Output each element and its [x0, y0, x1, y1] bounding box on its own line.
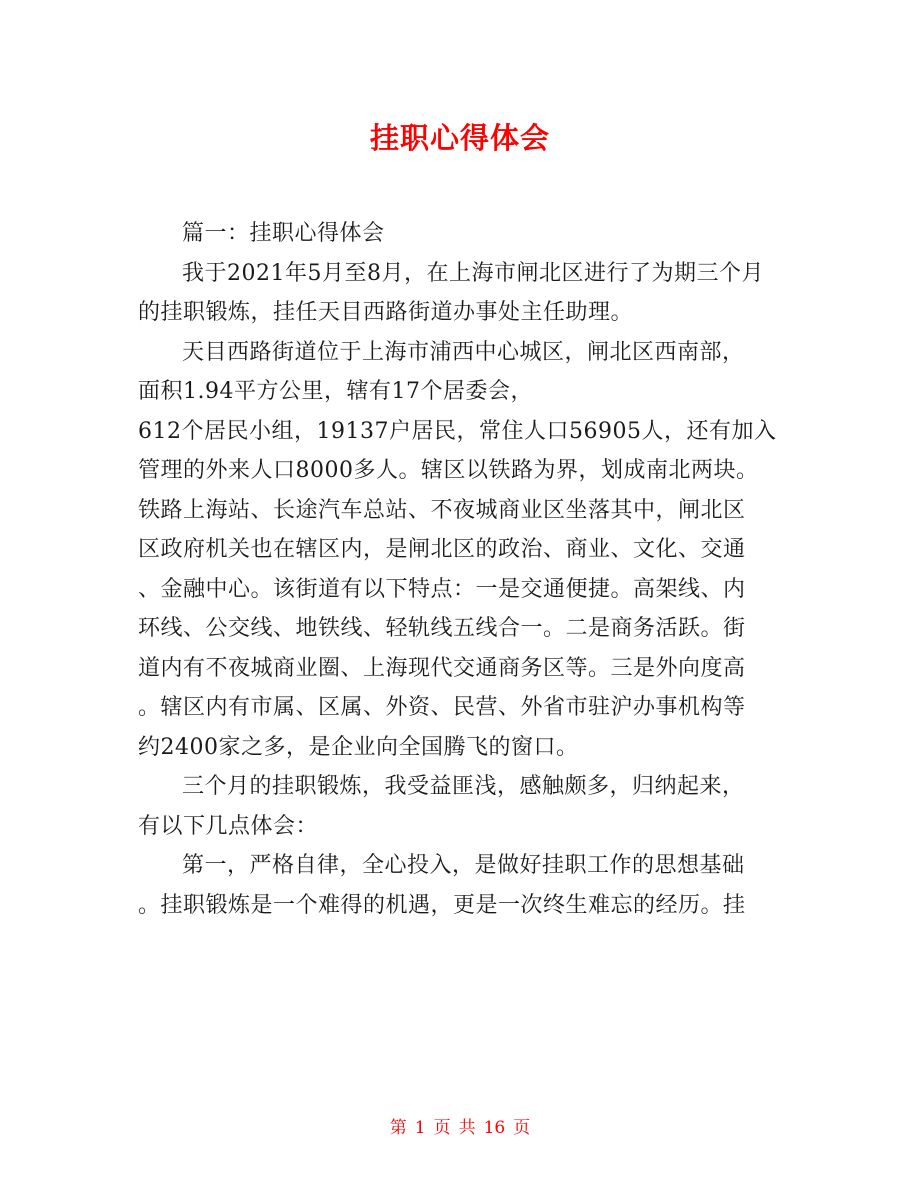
document-title: 挂职心得体会 — [369, 121, 550, 155]
body-line: 。辖区内有市属、区属、外资、民营、外省市驻沪办事机构等 — [138, 695, 746, 720]
footer-prefix: 第 — [389, 1118, 407, 1138]
body-line: 区政府机关也在辖区内，是闸北区的政治、商业、文化、交通 — [138, 537, 746, 562]
body-line: 有以下几点体会： — [138, 813, 319, 839]
body-line: 、金融中心。该街道有以下特点：一是交通便捷。高架线、内 — [138, 576, 746, 602]
footer-total-pages: 16 — [483, 1118, 506, 1138]
page-footer — [0, 1113, 920, 1138]
body-line: 铁路上海站、长途汽车总站、不夜城商业区坐落其中，闸北区 — [138, 497, 746, 523]
body-line: 道内有不夜城商业圈、上海现代交通商务区等。三是外向度高 — [138, 655, 746, 681]
body-line: 天目西路街道位于上海市浦西中心城区，闸北区西南部， — [182, 339, 745, 365]
body-line: 面积1.94平方公里，辖有17个居委会， — [138, 379, 533, 404]
body-line: 第一，严格自律，全心投入，是做好挂职工作的思想基础 — [182, 853, 745, 878]
body-line: 612个居民小组，19137户居民，常住人口56905人，还有加入 — [138, 418, 777, 444]
body-line: 约2400家之多，是企业向全国腾飞的窗口。 — [138, 734, 579, 760]
body-line: 我于2021年5月至8月，在上海市闸北区进行了为期三个月 — [182, 260, 764, 286]
body-line: 篇一：挂职心得体会 — [182, 221, 385, 246]
body-line: 。挂职锻炼是一个难得的机遇，更是一次终生难忘的经历。挂 — [138, 892, 746, 918]
footer-page-word: 页 — [433, 1118, 451, 1138]
footer-current-page: 1 — [414, 1118, 426, 1138]
footer-suffix: 页 — [513, 1118, 531, 1138]
body-line: 三个月的挂职锻炼，我受益匪浅，感触颇多，归纳起来， — [182, 774, 745, 799]
document-body — [138, 214, 786, 925]
body-line: 环线、公交线、地铁线、轻轨线五线合一。二是商务活跃。街 — [138, 616, 746, 641]
body-line: 的挂职锻炼，挂任天目西路街道办事处主任助理。 — [138, 300, 634, 325]
body-line: 管理的外来人口8000多人。辖区以铁路为界，划成南北两块。 — [138, 458, 759, 483]
footer-total-prefix: 共 — [458, 1118, 476, 1138]
